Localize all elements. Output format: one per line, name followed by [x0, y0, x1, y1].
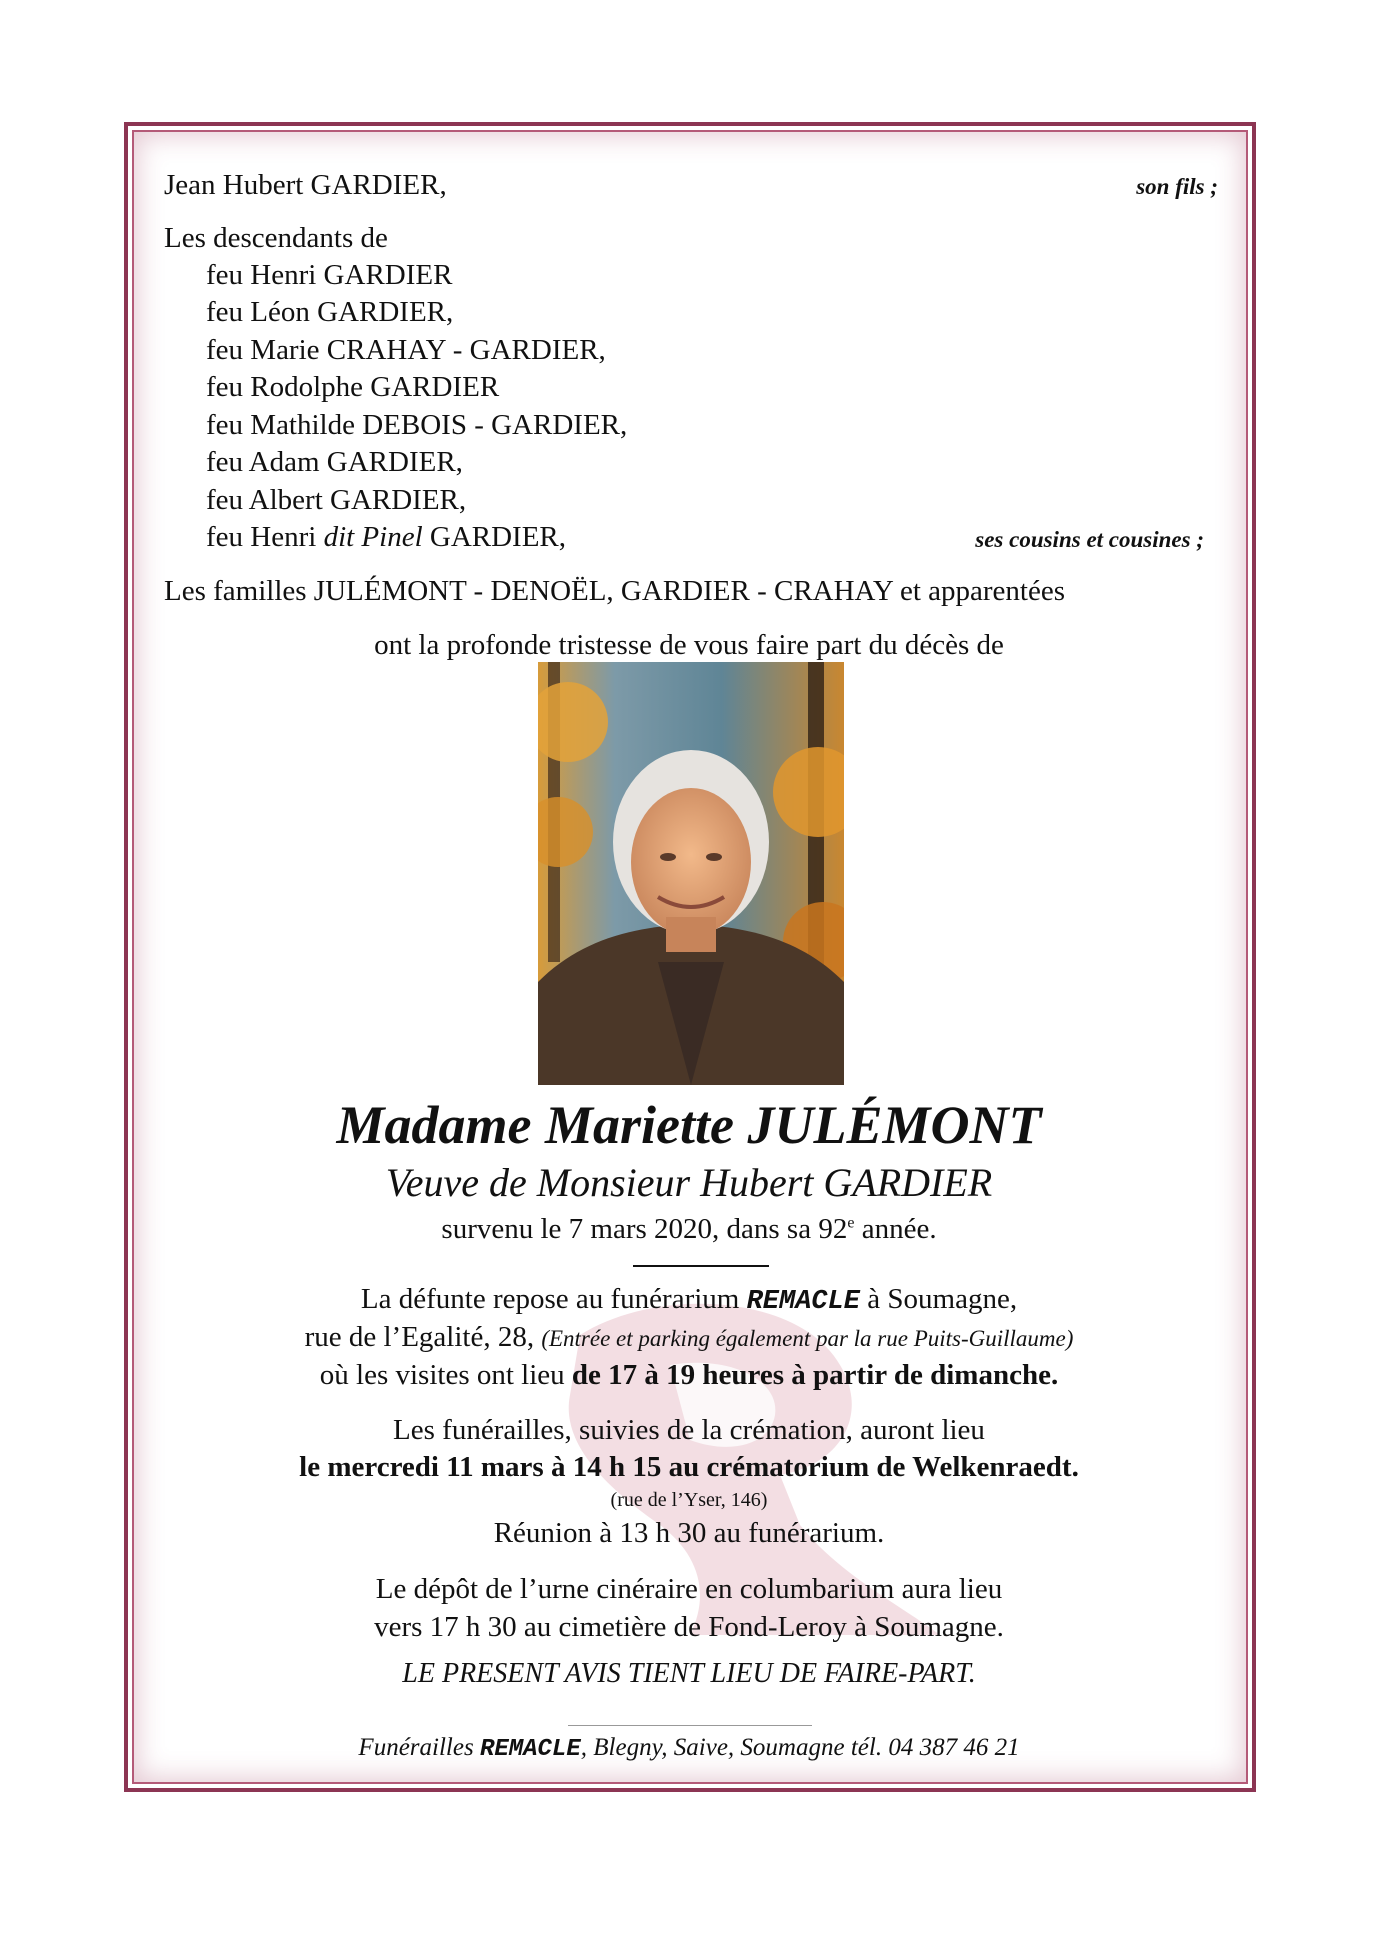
deceased-name: Madame Mariette JULÉMONT	[336, 1095, 1042, 1155]
footer-rule	[568, 1725, 812, 1726]
son-role: son fils ;	[1136, 174, 1218, 199]
funeral-line-4: Réunion à 13 h 30 au funérarium.	[493, 1517, 885, 1549]
son-name: Jean Hubert GARDIER,	[164, 169, 447, 201]
descendant-item: feu Henri GARDIER	[206, 259, 453, 291]
visitation-line-1: La défunte repose au funérarium REMACLE à Soumagne,	[360, 1283, 1018, 1317]
death-date-line: survenu le 7 mars 2020, dans sa 92e année.	[441, 1213, 937, 1245]
descendants-intro: Les descendants de	[164, 222, 388, 254]
visitation-line-3: où les visites ont lieu de 17 à 19 heures à partir de dimanche.	[319, 1359, 1059, 1391]
descendant-item: feu Rodolphe GARDIER	[206, 371, 500, 403]
funeral-address: (rue de l’Yser, 146)	[610, 1489, 768, 1511]
visitation-line-2: rue de l’Egalité, 28, (Entrée et parking également par la rue Puits-Guillaume)	[304, 1321, 1074, 1353]
descendant-item: feu Albert GARDIER,	[206, 484, 467, 516]
separator-rule	[633, 1265, 769, 1267]
descendant-item: feu Adam GARDIER,	[206, 446, 463, 478]
footer-line: Funérailles REMACLE, Blegny, Saive, Soumagne tél. 04 387 46 21	[358, 1734, 1020, 1763]
funeral-line-2: le mercredi 11 mars à 14 h 15 au crématorium de Welkenraedt.	[299, 1451, 1079, 1483]
footer-brand-remacle: REMACLE	[479, 1736, 581, 1763]
descendant-item: feu Henri dit Pinel GARDIER,	[206, 521, 567, 553]
notice-line: LE PRESENT AVIS TIENT LIEU DE FAIRE-PART.	[402, 1658, 976, 1689]
descendant-item: feu Mathilde DEBOIS - GARDIER,	[206, 409, 628, 441]
deceased-portrait-photo	[538, 662, 844, 1085]
families-line: Les familles JULÉMONT - DENOËL, GARDIER - CRAHAY et apparentées	[164, 575, 1065, 607]
descendant-item: feu Léon GARDIER,	[206, 296, 454, 328]
funeral-line-1: Les funérailles, suivies de la crémation, auront lieu	[393, 1414, 985, 1446]
urn-line-2: vers 17 h 30 au cimetière de Fond-Leroy à Soumagne.	[374, 1611, 1004, 1643]
brand-remacle: REMACLE	[746, 1287, 861, 1317]
announcement-line: ont la profonde tristesse de vous faire part du décès de	[374, 629, 1004, 661]
deceased-widow-line: Veuve de Monsieur Hubert GARDIER	[385, 1160, 993, 1205]
urn-line-1: Le dépôt de l’urne cinéraire en columbarium aura lieu	[375, 1573, 1003, 1605]
descendant-item: feu Marie CRAHAY - GARDIER,	[206, 334, 606, 366]
cousins-role: ses cousins et cousines ;	[975, 527, 1204, 552]
